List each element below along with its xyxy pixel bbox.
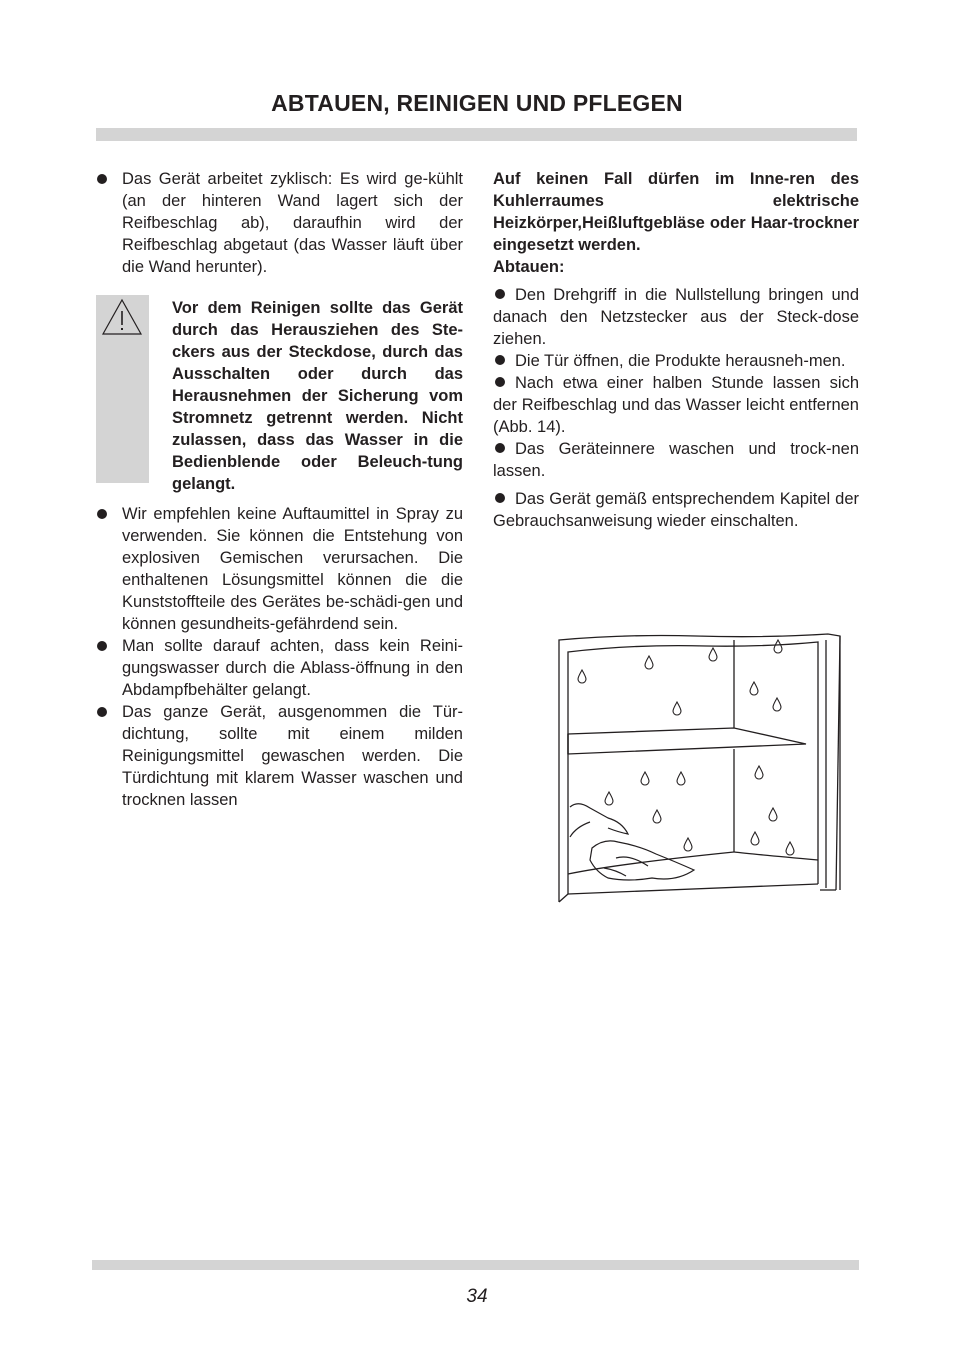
page-number: 34 — [466, 1286, 488, 1307]
warning-text: Vor dem Reinigen sollte das Gerät durch das Herausziehen des Ste-ckers aus der Steckdose, durch das Ausschalten oder durch das Herausnehmen der Sicherung vom Stromnetz getrennt werden. Nicht zulassen, dass das Wasser in die Bedienblende oder Beleuch-tung gelangt. — [172, 299, 463, 493]
list-item: Das Gerät gemäß entsprechendem Kapitel der Gebrauchsanweisung wieder einschalten. — [493, 490, 859, 530]
list-item: Das Geräteinnere waschen und trock-nen lassen. — [493, 440, 859, 480]
list-item: Die Tür öffnen, die Produkte herausneh-men. — [493, 350, 859, 372]
heater-warning: Auf keinen Fall dürfen im Inne-ren des Kuhlerraumes elektrische Heizkörper,Heißluftgebläse oder Haar-trockner eingesetzt werden. — [493, 170, 859, 254]
bullet-icon — [495, 493, 505, 503]
list-item: Den Drehgriff in die Nullstellung bringen und danach den Netzstecker aus der Steck-dose ziehen. — [493, 286, 859, 348]
bullet-icon — [495, 355, 505, 365]
footer-rule — [92, 1260, 859, 1270]
bullet-icon — [495, 289, 505, 299]
section-heading: Abtauen: — [493, 258, 565, 276]
fridge-defrost-illustration — [556, 632, 844, 904]
bullet-icon — [495, 377, 505, 387]
list-item: Wir empfehlen keine Auftaumittel in Spray zu verwenden. Sie können die Entstehung von explosiven Gemischen verursachen. Die enthaltenen Lösungsmittel können die die Kunststoffteile des Gerätes be-schädi-gen und können gesundheits-gefährdend sein. — [96, 503, 463, 635]
right-column — [493, 168, 859, 532]
list-item: Das ganze Gerät, ausgenommen die Tür- dichtung, sollte mit einem milden Reinigungsmittel gewaschen werden. Die Türdichtung mit klarem Wasser waschen und trocknen lassen — [96, 701, 463, 811]
list-item: Das Gerät arbeitet zyklisch: Es wird ge-kühlt (an der hinteren Wand lagert sich der Reifbeschlag ab), daraufhin wird der Reifbeschlag abgetaut (das Wasser läuft über die Wand herunter). — [96, 168, 463, 278]
left-column — [96, 168, 463, 811]
page-title: ABTAUEN, REINIGEN UND PFLEGEN — [271, 90, 683, 116]
header-rule — [96, 128, 857, 141]
bullet-icon — [495, 443, 505, 453]
warning-box — [96, 295, 463, 493]
warning-triangle-icon — [100, 297, 144, 337]
warning-sidebar — [96, 295, 149, 483]
list-item: Man sollte darauf achten, dass kein Reini-gungswasser durch die Ablass-öffnung in den Abdampfbehälter gelangt. — [96, 635, 463, 701]
list-item: Nach etwa einer halben Stunde lassen sich der Reifbeschlag und das Wasser leicht entfernen (Abb. 14). — [493, 374, 859, 436]
